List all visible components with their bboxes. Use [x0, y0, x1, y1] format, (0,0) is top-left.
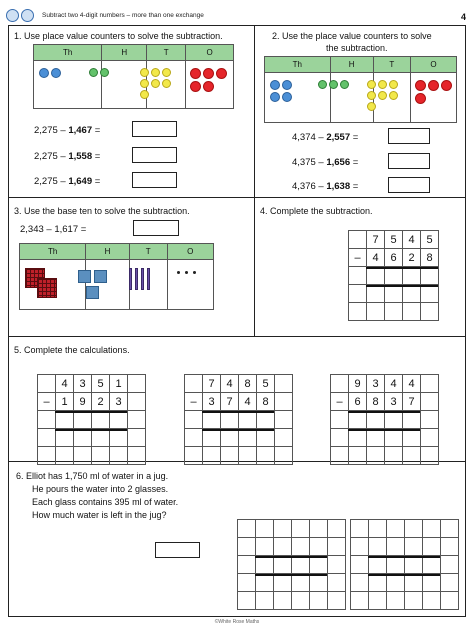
- grid-cell[interactable]: [421, 267, 439, 285]
- grid-cell[interactable]: [349, 303, 367, 321]
- grid-cell[interactable]: [387, 574, 405, 592]
- ones-cell: [167, 260, 213, 310]
- grid-cell[interactable]: [423, 538, 441, 556]
- grid-cell[interactable]: 8: [239, 375, 257, 393]
- grid-cell[interactable]: [385, 267, 403, 285]
- header-hundreds: H: [102, 45, 147, 61]
- q2-place-value-chart: [264, 56, 457, 123]
- q6-working-grid-2: [350, 519, 459, 610]
- grid-cell[interactable]: [310, 556, 328, 574]
- grid-cell[interactable]: [328, 520, 346, 538]
- grid-cell[interactable]: [275, 393, 293, 411]
- header-thousands: Th: [265, 57, 331, 73]
- grid-cell[interactable]: [275, 429, 293, 447]
- grid-cell[interactable]: [421, 447, 439, 465]
- grid-cell[interactable]: [274, 574, 292, 592]
- grid-cell[interactable]: [369, 556, 387, 574]
- tens-counter: [389, 91, 398, 100]
- q2-prompt-line1: 2. Use the place value counters to solve: [272, 31, 432, 41]
- grid-cell[interactable]: [331, 447, 349, 465]
- section-divider: [8, 197, 466, 198]
- thousands-counter: [51, 68, 61, 78]
- grid-cell[interactable]: [185, 447, 203, 465]
- grid-cell[interactable]: 6: [385, 249, 403, 267]
- thousand-cube: [37, 278, 57, 298]
- grid-cell[interactable]: [421, 411, 439, 429]
- q1-calc-1: 2,275 – 1,467 =: [34, 125, 101, 136]
- grid-cell[interactable]: [403, 429, 421, 447]
- grid-cell[interactable]: [185, 375, 203, 393]
- grid-cell[interactable]: [405, 556, 423, 574]
- worksheet-title: Subtract two 4-digit numbers – more than one exchange: [42, 12, 204, 19]
- grid-cell[interactable]: [292, 538, 310, 556]
- ones-counter: [203, 81, 214, 92]
- smiley-face-icon: [21, 9, 34, 22]
- tens-counter: [162, 79, 171, 88]
- column-divider: [254, 25, 255, 337]
- header-ones: O: [411, 57, 457, 73]
- q5-subtraction-grid-2: [184, 374, 293, 465]
- answer-line: [255, 556, 327, 558]
- grid-cell[interactable]: [349, 447, 367, 465]
- grid-cell[interactable]: [128, 375, 146, 393]
- grid-cell[interactable]: [423, 574, 441, 592]
- answer-box[interactable]: [133, 220, 179, 236]
- grid-cell[interactable]: [349, 411, 367, 429]
- grid-cell[interactable]: 4: [403, 231, 421, 249]
- grid-cell[interactable]: [185, 429, 203, 447]
- grid-cell[interactable]: [239, 447, 257, 465]
- grid-cell[interactable]: [405, 520, 423, 538]
- footer-copyright: ©White Rose Maths: [214, 619, 260, 625]
- grid-cell[interactable]: 5: [385, 231, 403, 249]
- ones-counter: [415, 80, 426, 91]
- grid-cell[interactable]: –: [38, 393, 56, 411]
- grid-cell[interactable]: [385, 285, 403, 303]
- ten-rod: [141, 268, 144, 290]
- grid-cell[interactable]: [351, 574, 369, 592]
- grid-cell[interactable]: 4: [403, 375, 421, 393]
- tens-counter: [140, 68, 149, 77]
- grid-cell[interactable]: [441, 592, 459, 610]
- header-tens: T: [147, 45, 186, 61]
- grid-cell[interactable]: [238, 556, 256, 574]
- grid-cell[interactable]: [128, 429, 146, 447]
- grid-cell[interactable]: [367, 267, 385, 285]
- page-header: [0, 0, 474, 24]
- grid-cell[interactable]: [367, 429, 385, 447]
- grid-cell[interactable]: [423, 592, 441, 610]
- grid-cell[interactable]: [351, 538, 369, 556]
- tens-counter: [389, 80, 398, 89]
- grid-cell[interactable]: [328, 556, 346, 574]
- grid-cell[interactable]: 8: [257, 393, 275, 411]
- grid-cell[interactable]: [110, 411, 128, 429]
- grid-cell[interactable]: [387, 556, 405, 574]
- grid-cell[interactable]: [328, 574, 346, 592]
- grid-cell[interactable]: 3: [110, 393, 128, 411]
- header-hundreds: H: [86, 244, 129, 260]
- ones-counter: [441, 80, 452, 91]
- grid-cell[interactable]: [405, 574, 423, 592]
- hundred-flat: [78, 270, 91, 283]
- q3-base-ten-chart: [19, 243, 214, 310]
- section-divider: [8, 336, 466, 337]
- grid-cell[interactable]: 9: [74, 393, 92, 411]
- grid-cell[interactable]: [351, 592, 369, 610]
- hundred-flat: [94, 270, 107, 283]
- grid-cell[interactable]: [56, 411, 74, 429]
- grid-cell[interactable]: 4: [56, 375, 74, 393]
- grid-cell[interactable]: [387, 520, 405, 538]
- q2-calc-1: 4,374 – 2,557 =: [292, 132, 359, 143]
- grid-cell[interactable]: [256, 538, 274, 556]
- grid-cell[interactable]: [128, 447, 146, 465]
- answer-line: [368, 574, 440, 576]
- grid-cell[interactable]: [423, 520, 441, 538]
- grid-cell[interactable]: [92, 429, 110, 447]
- tens-counter: [367, 91, 376, 100]
- grid-cell[interactable]: [38, 447, 56, 465]
- grid-cell[interactable]: [292, 556, 310, 574]
- q2-calc-2: 4,375 – 1,656 =: [292, 157, 359, 168]
- grid-cell[interactable]: [203, 429, 221, 447]
- q6-working-grid-1: [237, 519, 346, 610]
- grid-cell[interactable]: [238, 592, 256, 610]
- ten-rod: [129, 268, 132, 290]
- grid-cell[interactable]: [203, 411, 221, 429]
- grid-cell[interactable]: [421, 375, 439, 393]
- grid-cell[interactable]: 1: [110, 375, 128, 393]
- grid-cell[interactable]: [405, 538, 423, 556]
- grid-cell[interactable]: –: [185, 393, 203, 411]
- grid-cell[interactable]: [274, 520, 292, 538]
- grid-cell[interactable]: [421, 285, 439, 303]
- grid-cell[interactable]: 9: [349, 375, 367, 393]
- tens-counter: [140, 79, 149, 88]
- grid-cell[interactable]: [274, 556, 292, 574]
- answer-line: [366, 285, 438, 287]
- grid-cell[interactable]: [421, 393, 439, 411]
- q1-calc-2: 2,275 – 1,558 =: [34, 151, 101, 162]
- hundred-flat: [86, 286, 99, 299]
- grid-cell[interactable]: [275, 411, 293, 429]
- grid-cell[interactable]: [387, 592, 405, 610]
- grid-cell[interactable]: 3: [203, 393, 221, 411]
- q2-prompt-line2: the subtraction.: [326, 43, 388, 53]
- grid-cell[interactable]: [256, 574, 274, 592]
- q4-prompt: 4. Complete the subtraction.: [260, 206, 373, 216]
- grid-cell[interactable]: [257, 447, 275, 465]
- grid-cell[interactable]: [351, 556, 369, 574]
- q1-calc-3: 2,275 – 1,649 =: [34, 176, 101, 187]
- grid-cell[interactable]: [331, 411, 349, 429]
- grid-cell[interactable]: [92, 411, 110, 429]
- q1-prompt: 1. Use place value counters to solve the subtraction.: [14, 31, 223, 41]
- tens-counter: [151, 79, 160, 88]
- grid-cell[interactable]: 4: [239, 393, 257, 411]
- ten-rod: [135, 268, 138, 290]
- grid-cell[interactable]: [405, 592, 423, 610]
- grid-cell[interactable]: [275, 375, 293, 393]
- thousands-counter: [270, 80, 280, 90]
- grid-cell[interactable]: [292, 520, 310, 538]
- grid-cell[interactable]: 4: [385, 375, 403, 393]
- grid-cell[interactable]: [128, 411, 146, 429]
- grid-cell[interactable]: [328, 592, 346, 610]
- grid-cell[interactable]: [110, 429, 128, 447]
- grid-cell[interactable]: [369, 574, 387, 592]
- grid-cell[interactable]: [238, 574, 256, 592]
- grid-cell[interactable]: [369, 538, 387, 556]
- grid-cell[interactable]: 2: [403, 249, 421, 267]
- grid-cell[interactable]: [385, 447, 403, 465]
- q5-subtraction-grid-1: [37, 374, 146, 465]
- grid-cell[interactable]: [385, 411, 403, 429]
- answer-box[interactable]: [388, 177, 430, 193]
- grid-cell[interactable]: [221, 429, 239, 447]
- tens-counter: [162, 68, 171, 77]
- answer-line: [366, 267, 438, 269]
- grid-cell[interactable]: 3: [367, 375, 385, 393]
- answer-box[interactable]: [132, 147, 177, 163]
- tens-counter: [378, 80, 387, 89]
- header-tens: T: [129, 244, 167, 260]
- grid-cell[interactable]: [349, 285, 367, 303]
- header-ones: O: [167, 244, 213, 260]
- grid-cell[interactable]: 8: [421, 249, 439, 267]
- grid-cell[interactable]: [256, 520, 274, 538]
- grid-cell[interactable]: [310, 592, 328, 610]
- grid-cell[interactable]: [441, 520, 459, 538]
- grid-cell[interactable]: [403, 267, 421, 285]
- q6-line-2: He pours the water into 2 glasses.: [32, 484, 169, 494]
- answer-line: [202, 411, 274, 413]
- grid-cell[interactable]: [274, 538, 292, 556]
- grid-cell[interactable]: [328, 538, 346, 556]
- grid-cell[interactable]: 2: [92, 393, 110, 411]
- grid-cell[interactable]: [74, 429, 92, 447]
- grid-cell[interactable]: [238, 538, 256, 556]
- grid-cell[interactable]: [403, 411, 421, 429]
- q5-subtraction-grid-3: [330, 374, 439, 465]
- q6-line-3: Each glass contains 395 ml of water.: [32, 497, 179, 507]
- grid-cell[interactable]: [310, 574, 328, 592]
- grid-cell[interactable]: [221, 411, 239, 429]
- q6-line-4: How much water is left in the jug?: [32, 510, 167, 520]
- grid-cell[interactable]: [349, 267, 367, 285]
- grid-cell[interactable]: 7: [221, 393, 239, 411]
- grid-cell[interactable]: [403, 447, 421, 465]
- grid-cell[interactable]: [349, 429, 367, 447]
- header-thousands: Th: [34, 45, 102, 61]
- answer-line: [202, 429, 274, 431]
- grid-cell[interactable]: [441, 538, 459, 556]
- hundreds-cell: [86, 260, 129, 310]
- grid-cell[interactable]: –: [349, 249, 367, 267]
- answer-box[interactable]: [155, 542, 200, 558]
- grid-cell[interactable]: [421, 429, 439, 447]
- grid-cell[interactable]: [185, 411, 203, 429]
- grid-cell[interactable]: [403, 303, 421, 321]
- grid-cell[interactable]: 8: [367, 393, 385, 411]
- grid-cell[interactable]: 5: [421, 231, 439, 249]
- grid-cell[interactable]: [385, 303, 403, 321]
- grid-cell[interactable]: [367, 285, 385, 303]
- q2-calc-3: 4,376 – 1,638 =: [292, 181, 359, 192]
- grid-cell[interactable]: [238, 520, 256, 538]
- ones-counter: [203, 68, 214, 79]
- answer-box[interactable]: [388, 153, 430, 169]
- answer-box[interactable]: [132, 121, 177, 137]
- thousands-counter: [39, 68, 49, 78]
- tens-counter: [140, 90, 149, 99]
- grid-cell[interactable]: [38, 411, 56, 429]
- grid-cell[interactable]: [310, 538, 328, 556]
- ten-rod: [147, 268, 150, 290]
- grid-cell[interactable]: [74, 411, 92, 429]
- grid-cell[interactable]: [128, 393, 146, 411]
- grid-cell[interactable]: [56, 447, 74, 465]
- grid-cell[interactable]: [367, 411, 385, 429]
- grid-cell[interactable]: [351, 520, 369, 538]
- ones-counter: [216, 68, 227, 79]
- grid-cell[interactable]: [38, 375, 56, 393]
- q6-line-1: 6. Elliot has 1,750 ml of water in a jug.: [16, 471, 169, 481]
- answer-box[interactable]: [388, 128, 430, 144]
- grid-cell[interactable]: [403, 285, 421, 303]
- q3-prompt: 3. Use the base ten to solve the subtraction.: [14, 206, 190, 216]
- grid-cell[interactable]: 4: [221, 375, 239, 393]
- grid-cell[interactable]: [256, 556, 274, 574]
- grid-cell[interactable]: 5: [92, 375, 110, 393]
- grid-cell[interactable]: 3: [385, 393, 403, 411]
- grid-cell[interactable]: [367, 447, 385, 465]
- grid-cell[interactable]: [367, 303, 385, 321]
- grid-cell[interactable]: [369, 592, 387, 610]
- header-ones: O: [186, 45, 234, 61]
- grid-cell[interactable]: [56, 429, 74, 447]
- grid-cell[interactable]: [292, 592, 310, 610]
- tens-counter: [367, 80, 376, 89]
- thousands-counter: [282, 92, 292, 102]
- tens-counter: [151, 68, 160, 77]
- grid-cell[interactable]: [349, 231, 367, 249]
- grid-cell[interactable]: [274, 592, 292, 610]
- grid-cell[interactable]: 3: [74, 375, 92, 393]
- grid-cell[interactable]: [110, 447, 128, 465]
- smiley-face-icon: [6, 9, 19, 22]
- answer-line: [348, 411, 420, 413]
- header-hundreds: H: [330, 57, 373, 73]
- grid-cell[interactable]: [441, 574, 459, 592]
- grid-cell[interactable]: 7: [367, 231, 385, 249]
- ones-counter: [428, 80, 439, 91]
- grid-cell[interactable]: [74, 447, 92, 465]
- grid-cell[interactable]: [292, 574, 310, 592]
- grid-cell[interactable]: [38, 429, 56, 447]
- grid-cell[interactable]: [257, 411, 275, 429]
- grid-cell[interactable]: [369, 520, 387, 538]
- grid-cell[interactable]: 1: [56, 393, 74, 411]
- q5-prompt: 5. Complete the calculations.: [14, 345, 130, 355]
- grid-cell[interactable]: 4: [367, 249, 385, 267]
- grid-cell[interactable]: [256, 592, 274, 610]
- ones-counter: [415, 93, 426, 104]
- answer-box[interactable]: [132, 172, 177, 188]
- tens-counter: [378, 91, 387, 100]
- thousands-counter: [282, 80, 292, 90]
- grid-cell[interactable]: [92, 447, 110, 465]
- answer-line: [55, 429, 127, 431]
- grid-cell[interactable]: [421, 303, 439, 321]
- ones-counter: [190, 81, 201, 92]
- thousands-counter: [270, 92, 280, 102]
- grid-cell[interactable]: [257, 429, 275, 447]
- grid-cell[interactable]: 7: [403, 393, 421, 411]
- grid-cell[interactable]: [275, 447, 293, 465]
- header-tens: T: [373, 57, 410, 73]
- grid-cell[interactable]: [423, 556, 441, 574]
- answer-line: [255, 574, 327, 576]
- grid-cell[interactable]: [385, 429, 403, 447]
- grid-cell[interactable]: 7: [203, 375, 221, 393]
- grid-cell[interactable]: [331, 375, 349, 393]
- q4-subtraction-grid: [348, 230, 439, 321]
- answer-line: [55, 411, 127, 413]
- grid-cell[interactable]: [203, 447, 221, 465]
- q3-calc: 2,343 – 1,617 =: [20, 224, 87, 235]
- grid-cell[interactable]: [331, 429, 349, 447]
- grid-cell[interactable]: [387, 538, 405, 556]
- grid-cell[interactable]: [239, 429, 257, 447]
- grid-cell[interactable]: [239, 411, 257, 429]
- answer-line: [368, 556, 440, 558]
- ones-counter: [190, 68, 201, 79]
- header-thousands: Th: [20, 244, 86, 260]
- grid-cell[interactable]: 6: [349, 393, 367, 411]
- grid-cell[interactable]: [310, 520, 328, 538]
- grid-cell[interactable]: [221, 447, 239, 465]
- page-number: 4: [460, 12, 466, 22]
- grid-cell[interactable]: –: [331, 393, 349, 411]
- grid-cell[interactable]: 5: [257, 375, 275, 393]
- tens-counter: [367, 102, 376, 111]
- grid-cell[interactable]: [441, 556, 459, 574]
- answer-line: [348, 429, 420, 431]
